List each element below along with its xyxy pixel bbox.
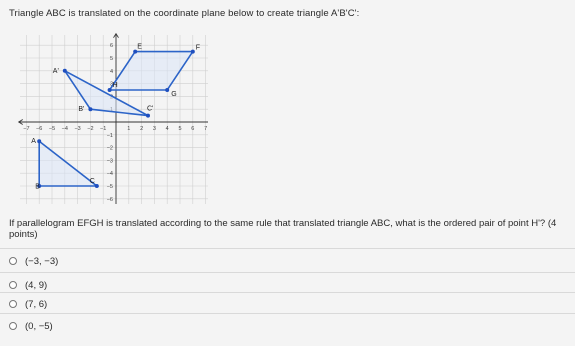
answer-option-label: (4, 9) [25, 279, 48, 291]
point-c-label: C [89, 178, 95, 185]
radio-button[interactable] [9, 257, 17, 265]
point-b-prime-label: B' [78, 106, 85, 114]
y-tick-label: −2 [106, 145, 113, 152]
point-g-label: G [171, 91, 177, 98]
answer-option-3[interactable] [9, 294, 47, 314]
x-tick-label: 5 [178, 126, 182, 132]
y-tick-label: −5 [106, 184, 113, 190]
y-tick-label: 5 [109, 56, 113, 62]
x-tick-label: 2 [140, 126, 144, 132]
point-a-prime [63, 69, 67, 73]
x-tick-label: 4 [165, 126, 169, 132]
triangle-abc [39, 141, 97, 186]
y-tick-label: −6 [106, 196, 113, 203]
answer-option-label: (7, 6) [25, 298, 48, 310]
point-g [165, 88, 169, 92]
x-tick-label: 6 [191, 126, 195, 132]
point-a [37, 139, 41, 143]
point-f [191, 50, 195, 54]
point-b-prime [88, 107, 92, 111]
point-c-prime-label: C' [147, 105, 154, 113]
divider [0, 292, 575, 293]
parallelogram-efgh [110, 52, 193, 90]
answer-option-1[interactable] [9, 251, 58, 271]
y-tick-label: −4 [106, 171, 113, 178]
point-a-label: A [31, 138, 36, 146]
y-tick-label: −1 [106, 132, 113, 139]
divider [0, 313, 575, 314]
coordinate-graph [8, 24, 208, 204]
x-tick-label: −2 [87, 126, 94, 132]
x-tick-label: 3 [152, 126, 156, 132]
point-c-prime [146, 114, 150, 118]
point-a-prime-label: A' [52, 67, 59, 75]
point-h [108, 88, 112, 92]
x-tick-label: −3 [74, 126, 81, 132]
y-tick-label: 3 [109, 81, 113, 88]
x-tick-label: 1 [127, 126, 131, 132]
point-b-label: B [35, 183, 40, 191]
answer-option-label: (0, −5) [25, 320, 53, 332]
question-text: Triangle ABC is translated on the coordinate plane below to create triangle A'B'C': [9, 8, 360, 19]
question-prompt: If parallelogram EFGH is translated according to the same rule that translated triangle ABC, what is the ordered pair of point H'? (4 points) [9, 218, 557, 240]
point-c [95, 184, 99, 188]
x-tick-label: −4 [61, 126, 68, 132]
y-tick-label: 4 [109, 68, 113, 75]
radio-button[interactable] [9, 300, 17, 308]
divider [0, 248, 575, 249]
y-tick-label: 6 [109, 43, 113, 50]
divider [0, 272, 575, 273]
x-tick-label: 7 [204, 126, 208, 132]
point-f-label: F [195, 44, 201, 52]
y-tick-label: −3 [106, 158, 113, 165]
radio-button[interactable] [9, 322, 17, 330]
x-tick-label: −5 [48, 126, 56, 132]
radio-button[interactable] [9, 281, 17, 289]
x-tick-label: −1 [100, 126, 107, 132]
x-tick-label: −6 [36, 126, 43, 132]
point-h-label: H [112, 82, 118, 89]
answer-option-4[interactable] [9, 316, 53, 336]
answer-option-label: (−3, −3) [25, 255, 59, 267]
coordinate-plane [8, 24, 208, 204]
x-tick-label: −7 [23, 126, 30, 132]
point-e-label: E [137, 43, 142, 51]
